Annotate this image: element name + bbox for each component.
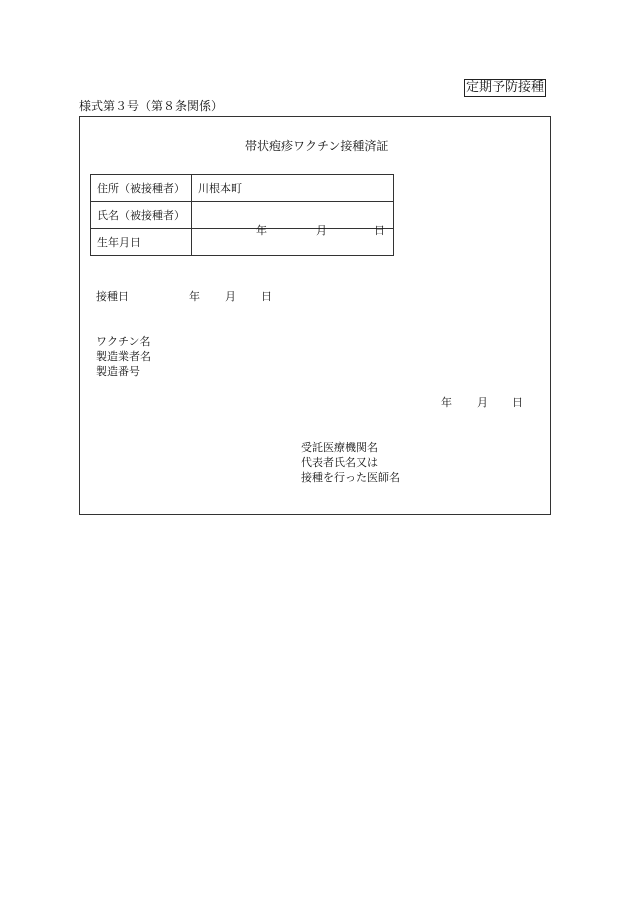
vaccine-name-label: ワクチン名 — [96, 335, 151, 348]
representative-label: 代表者氏名又は — [301, 456, 378, 469]
table-row — [91, 202, 394, 229]
vaccination-month-label: 月 — [225, 290, 236, 303]
dob-month-label: 月 — [316, 224, 327, 237]
issue-year-label: 年 — [441, 396, 452, 409]
name-label: 氏名（被接種者） — [91, 202, 192, 229]
routine-vaccination-stamp: 定期予防接種 — [465, 80, 544, 95]
manufacturer-label: 製造業者名 — [96, 350, 151, 363]
dob-day-label: 日 — [374, 224, 385, 237]
doctor-label: 接種を行った医師名 — [301, 471, 400, 484]
address-label: 住所（被接種者） — [91, 175, 192, 202]
lot-number-label: 製造番号 — [96, 365, 140, 378]
vaccination-year-label: 年 — [189, 290, 200, 303]
name-value — [192, 202, 394, 229]
issue-month-label: 月 — [477, 396, 488, 409]
certificate-title: 帯状疱疹ワクチン接種済証 — [245, 139, 389, 153]
recipient-info-table — [90, 174, 394, 256]
address-value: 川根本町 — [192, 175, 394, 202]
table-row — [91, 175, 394, 202]
vaccination-date-label: 接種日 — [96, 290, 129, 303]
dob-year-label: 年 — [256, 224, 267, 237]
institution-label: 受託医療機関名 — [301, 441, 378, 454]
vaccination-day-label: 日 — [261, 290, 272, 303]
dob-label: 生年月日 — [91, 229, 192, 256]
issue-day-label: 日 — [512, 396, 523, 409]
table-row — [91, 229, 394, 256]
dob-value — [192, 224, 394, 256]
form-number: 様式第３号（第８条関係） — [79, 99, 224, 113]
